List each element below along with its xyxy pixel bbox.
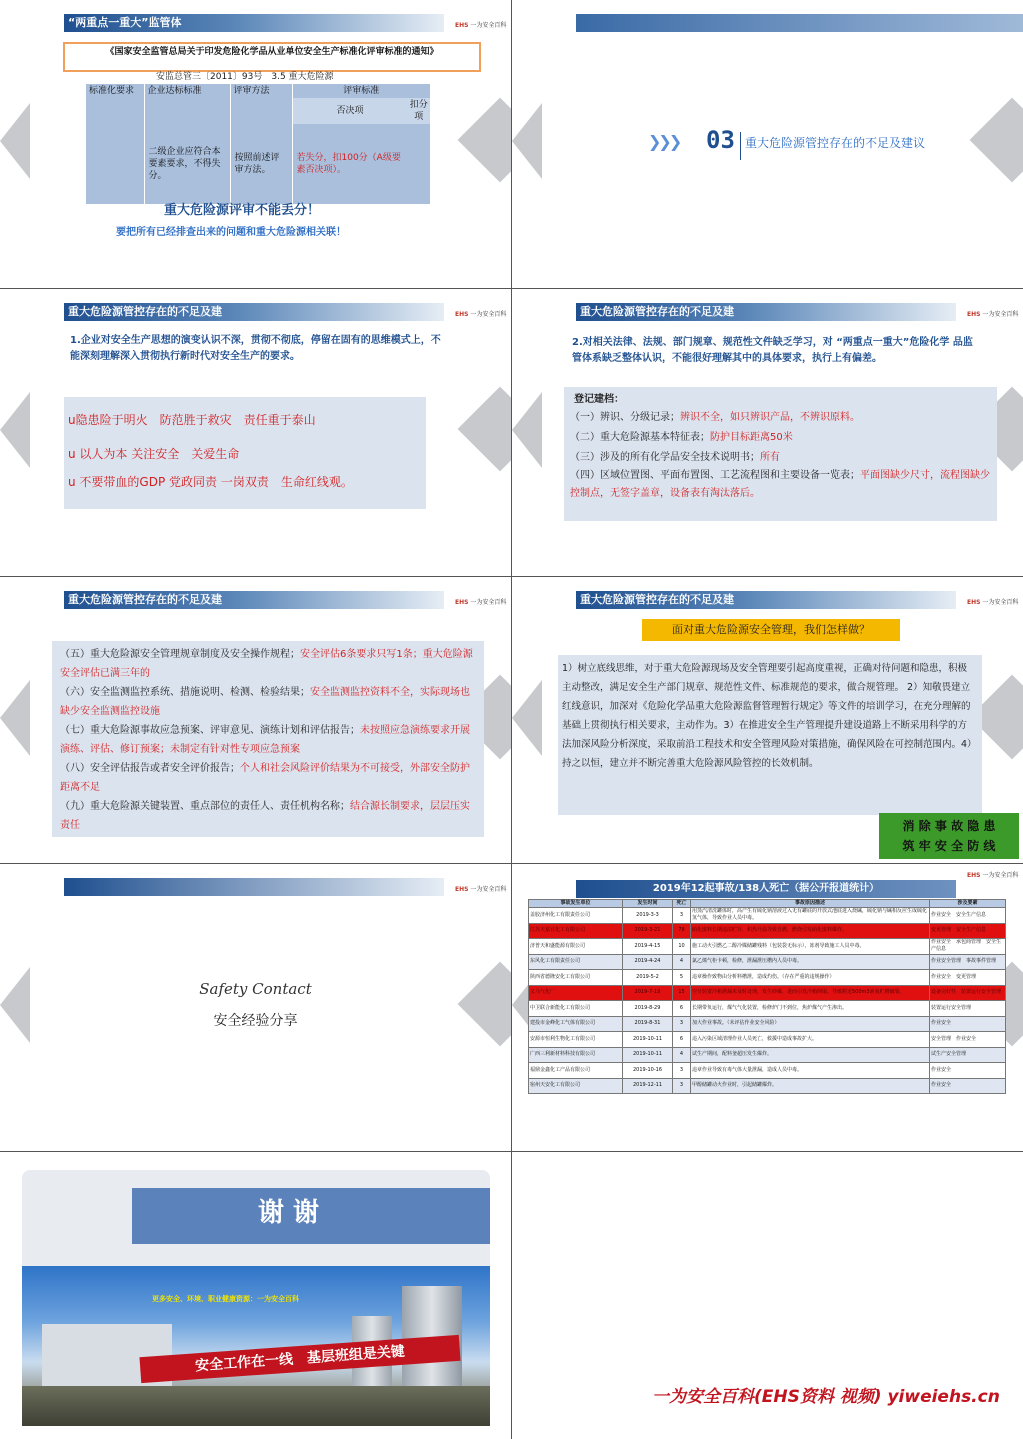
table-cell: 15 xyxy=(673,985,691,1001)
table-cell: 江苏天嘉宜化工有限公司 xyxy=(529,923,623,939)
table-cell: 作业安全 安全生产信息 xyxy=(930,908,1006,924)
table-cell: 5 xyxy=(673,970,691,986)
table-cell: 6 xyxy=(673,1001,691,1017)
table-cell: 陕西省德隆安化工有限公司 xyxy=(529,970,623,986)
slide-5[interactable] xyxy=(0,577,511,865)
slide-3[interactable] xyxy=(0,289,511,577)
ground-shape xyxy=(22,1386,490,1426)
table-cell: 作业安全 xyxy=(930,1063,1006,1079)
chevrons-icon: ❯❯❯ xyxy=(648,132,680,151)
table-row xyxy=(529,1032,1006,1048)
table-cell: 2019-10-16 xyxy=(623,1063,673,1079)
note: 要把所有已经排查出来的问题和重大危险源相关联！ xyxy=(116,227,346,238)
brand-logo: EHS 一为安全百科 xyxy=(967,872,1019,879)
table-cell: 加大作业事故。（未评估作业安全风险） xyxy=(691,1016,930,1032)
slide-header-bar xyxy=(576,14,1023,32)
answer-box xyxy=(558,655,982,815)
table-cell: 4 xyxy=(673,954,691,970)
table-cell: 3 xyxy=(673,1063,691,1079)
table-cell: 长期带负运行，煤气气化装置，检修炉门不到位，焦炉煤气产生渗出。 xyxy=(691,1001,930,1017)
record-item: （五）重大危险源安全管理规章制度及安全操作规程；安全评估6条要求只写1条；重大危险源安全评估已满三年的 xyxy=(60,649,473,679)
section-title: 重大危险源管控存在的不足及建议 xyxy=(745,136,926,150)
record-item: （三）涉及的所有化学品安全技术说明书；所有 xyxy=(570,452,780,463)
prev-arrow-icon xyxy=(0,392,30,468)
slide-header-bar xyxy=(64,878,444,896)
table-row xyxy=(529,985,1006,1001)
slogan-box xyxy=(64,397,426,509)
table-row xyxy=(529,923,1006,939)
table-row xyxy=(529,939,1006,955)
slide-2[interactable] xyxy=(512,0,1023,288)
table-header: 发生时间 xyxy=(623,900,673,908)
slide-header: 重大危险源管控存在的不足及建 xyxy=(64,591,444,609)
footer-brand[interactable]: 一为安全百科(EHS资料 视频) yiweiehs.cn xyxy=(652,1387,1000,1407)
table-row xyxy=(529,1063,1006,1079)
record-item: （六）安全监测监控系统、措施说明、检测、检验结果；安全监测监控资料不全，实际现场也缺少安全监测监控设施 xyxy=(60,687,470,717)
record-item: （八）安全评估报告或者安全评价报告；个人和社会风险评价结果为不可接受，外部安全防护距离不足 xyxy=(60,763,470,793)
slogan-line: u 不要带血的GDP 党政同责 一岗双责 生命红线观。 xyxy=(68,475,353,489)
table-cell: 2019-12-11 xyxy=(623,1078,673,1094)
brand-logo: EHS 一为安全百科 xyxy=(455,22,507,29)
brand-logo: EHS 一为安全百科 xyxy=(967,311,1019,318)
slide-header: 重大危险源管控存在的不足及建 xyxy=(64,303,444,321)
prev-arrow-icon xyxy=(512,680,542,756)
title-chinese: 安全经验分享 xyxy=(213,1013,298,1029)
table-cell: 2019-4-24 xyxy=(623,954,673,970)
thanks-title: 谢 谢 xyxy=(258,1198,320,1228)
overlay-text: 更多安全、环境、职业健康资源：一为安全百科 xyxy=(152,1295,299,1303)
slide-4[interactable] xyxy=(512,289,1023,577)
next-arrow-icon xyxy=(458,962,511,1047)
slogan-banner: 安全工作在一线 基层班组是关键 xyxy=(139,1335,460,1383)
table-cell: 10 xyxy=(673,939,691,955)
table-cell: 2019-7-19 xyxy=(623,985,673,1001)
badge-line: 消 除 事 故 隐 患 xyxy=(902,819,996,833)
badge-line: 筑 牢 安 全 防 线 xyxy=(902,839,996,853)
doc-title-box: 《国家安全监管总局关于印发危险化学品从业单位安全生产标准化评审标准的通知》 xyxy=(63,42,481,72)
table-cell: 安全管理 作业安全 xyxy=(930,1032,1006,1048)
table-header: 否决项 xyxy=(336,106,364,116)
slide-header: “两重点一重大”监管体 xyxy=(64,14,444,32)
table-cell: 空分装置冷箱泄漏未及时处理，发生砂爆，进而引发冷箱倒塌，导致附近500m3液氧贮槽破裂。 xyxy=(691,985,930,1001)
table-cell: 济普天和盛能源有限公司 xyxy=(529,939,623,955)
slide-title: 2019年12起事故/138人死亡（据公开报道统计） xyxy=(576,880,956,898)
table-row xyxy=(529,1016,1006,1032)
table-cell: 78 xyxy=(673,923,691,939)
table-cell: 试生产期间，配料釜超压发生爆炸。 xyxy=(691,1047,930,1063)
brand-logo: EHS 一为安全百科 xyxy=(455,886,507,893)
table-cell: 盖胶济州化工有限责任公司 xyxy=(529,908,623,924)
record-item: （四）区域位置图、平面布置图、工艺流程图和主要设备一览表；平面图缺少尺寸，流程图缺少控制点，无签字盖章，设备表有淘汰落后。 xyxy=(570,470,990,499)
box-title: 登记建档： xyxy=(574,394,624,405)
slide-6[interactable] xyxy=(512,577,1023,865)
table-cell: 中卫联合新能化工有限公司 xyxy=(529,1001,623,1017)
slogan-badge xyxy=(879,813,1019,859)
table-cell: 3 xyxy=(673,1078,691,1094)
table-cell: 安源市恒利生物化工有限公司 xyxy=(529,1032,623,1048)
table-cell: 东风化工有限责任公司 xyxy=(529,954,623,970)
table-cell: 二级企业应符合本要素要求，不得失分。 xyxy=(144,124,230,204)
table-cell: 2019-4-15 xyxy=(623,939,673,955)
table-row xyxy=(529,1047,1006,1063)
table-cell: 3 xyxy=(673,908,691,924)
record-item: （一）辨识、分级记录；辨识不全，如只辨识产品，不辨识原料。 xyxy=(570,412,860,423)
table-cell: 3 xyxy=(673,1016,691,1032)
section-number: 03 xyxy=(706,126,735,154)
prev-arrow-icon xyxy=(0,680,30,756)
slide-9[interactable] xyxy=(0,1152,511,1439)
table-cell: 作业安全 承包商管理 安全生产信息 xyxy=(930,939,1006,955)
accident-table xyxy=(528,899,1006,1094)
slogan-line: u 以人为本 关注安全 关爱生命 xyxy=(68,447,240,461)
point-text: 1.企业对安全生产思想的演变认识不深，贯彻不彻底，停留在固有的思维模式上，不能深刻理解深入贯彻执行新时代对安全生产的要求。 xyxy=(70,335,441,362)
record-item: （二）重大危险源基本特征表；防护目标距离50米 xyxy=(570,432,793,443)
table-cell: 作业安全 xyxy=(930,1078,1006,1094)
records-box xyxy=(52,641,484,837)
table-header: 标准化要求 xyxy=(86,84,144,124)
table-cell: 2019-10-11 xyxy=(623,1047,673,1063)
table-cell: 4 xyxy=(673,1047,691,1063)
table-cell: 2019-8-31 xyxy=(623,1016,673,1032)
brand-logo: EHS 一为安全百科 xyxy=(455,311,507,318)
table-cell: 氯乙烯气柜卡顿，检修，泄漏泄压槽内人员中毒。 xyxy=(691,954,930,970)
prev-arrow-icon xyxy=(0,967,30,1043)
record-item: （九）重大危险源关键装置、重点部位的责任人、责任机构名称；结合源长制要求，层层压实责任 xyxy=(60,801,470,831)
prev-arrow-icon xyxy=(512,392,542,468)
table-row xyxy=(529,970,1006,986)
table-cell: 施工动火引燃乙二醇冷媒储罐残料（包装袋无标示），冻剂导致施工人员中毒。 xyxy=(691,939,930,955)
brand-logo: EHS 一为安全百科 xyxy=(455,599,507,606)
brand-logo: EHS 一为安全百科 xyxy=(967,599,1019,606)
slogan-line: u隐患险于明火 防范胜于救灾 责任重于泰山 xyxy=(68,413,316,427)
table-header: 评审方法 xyxy=(230,84,292,124)
table-header: 涉及要素 xyxy=(930,900,1006,908)
table-cell: 宿州天安化工有限公司 xyxy=(529,1078,623,1094)
table-header: 事故发生单位 xyxy=(529,900,623,908)
table-cell: 违章操作致物由分析料槽泄，造成灼伤。（存在严重的违规操作） xyxy=(691,970,930,986)
table-cell: 广西三利新材料科技有限公司 xyxy=(529,1047,623,1063)
answer-text: 1）树立底线思维，对于重大危险源现场及安全管理要引起高度重视，正确对待问题和隐患，积极主动整改，满足安全生产部门规章、规范性文件、标准规范的要求，做合规管理。 2）知敬畏建立红线意识，加深对《危险化学品重大危险源监督管理暂行规定》等文件的培训学习，在充分理解的基础上贯彻执行相关要求，主动作为。3）在推进安全生产管理提升建设道路上不断采用科学的方法加深风险分析深度，采取前沿工程技术和安全管理风险对策措施，确保风险在可控制范围内。4）持之以恒，建立并不断完善重大危险源风险管控的长效机制。 xyxy=(562,663,972,769)
prev-arrow-icon xyxy=(512,103,542,179)
table-cell: 作业安全 xyxy=(930,1016,1006,1032)
next-arrow-icon xyxy=(970,98,1023,183)
table-cell: 硝化废料长期违法贮存，积热升温导致自燃，燃烧引发硝化废料爆炸。 xyxy=(691,923,930,939)
table-cell: 装置运行安全管理 xyxy=(930,1001,1006,1017)
table-row xyxy=(529,1078,1006,1094)
record-item: （七）重大危险源事故应急预案、评审意见、演练计划和评估报告；未按照应急演练要求开展演练、评估、修订预案；未制定有针对性专项应急预案 xyxy=(60,725,470,755)
next-arrow-icon xyxy=(458,98,511,183)
table-cell: 变更管理 安全生产信息 xyxy=(930,923,1006,939)
table-row xyxy=(529,908,1006,924)
table-cell: 用蒸汽清洗罐体时，高产生有硫化钠溶液过入无有罐底的开放式池底进入烧碱，硫化钠与碱相反应生成硫化氢气体，导致作业人员中毒。 xyxy=(691,908,930,924)
table-cell: 2019-10-11 xyxy=(623,1032,673,1048)
table-cell: 作业安全管理 事故事件管理 xyxy=(930,954,1006,970)
table-header: 事故原因描述 xyxy=(691,900,930,908)
point-text: 2.对相关法律、法规、部门规章、规范性文件缺乏学习，对 “两重点一重大”危险化学 品监管体系缺乏整体认识，不能很好理解其中的具体要求，执行上有偏差。 xyxy=(572,337,973,364)
slide-1[interactable] xyxy=(0,0,511,288)
table-header: 企业达标标准 xyxy=(144,84,230,124)
table-cell: 甲醇储罐动火作业时，引起储罐爆炸。 xyxy=(691,1078,930,1094)
table-cell: 福鼎金鑫化工产品有限公司 xyxy=(529,1063,623,1079)
table-cell: 违章作业导致有毒气体大量泄漏，造成人员中毒。 xyxy=(691,1063,930,1079)
slide-header: 重大危险源管控存在的不足及建 xyxy=(576,591,956,609)
criteria-table xyxy=(86,84,430,204)
table-cell: 建投市金峰化工气体有限公司 xyxy=(529,1016,623,1032)
table-header: 评审标准 xyxy=(343,86,380,96)
records-box xyxy=(564,387,997,521)
table-row xyxy=(529,1001,1006,1017)
table-cell: 2019-3-21 xyxy=(623,923,673,939)
table-cell: 按照前述评审方法。 xyxy=(230,124,292,204)
doc-reference: 安监总管三〔2011〕93号 3.5 重大危险源 xyxy=(156,72,334,82)
table-cell: 试生产安全管理 xyxy=(930,1047,1006,1063)
slide-header: 重大危险源管控存在的不足及建 xyxy=(576,303,956,321)
table-cell: 6 xyxy=(673,1032,691,1048)
next-arrow-icon xyxy=(458,387,511,472)
table-cell: 2019-5-2 xyxy=(623,970,673,986)
title-english: Safety Contact xyxy=(199,980,312,998)
table-cell: 作业安全 变更管理 xyxy=(930,970,1006,986)
table-cell: 2019-3-3 xyxy=(623,908,673,924)
table-header: 扣分项 xyxy=(409,100,428,122)
table-cell: 若失分，扣100分（A级要素否决项）。 xyxy=(296,153,401,175)
question-banner: 面对重大危险源安全管理，我们怎样做？ xyxy=(642,619,900,641)
table-cell: 义马气化厂 xyxy=(529,985,623,1001)
prev-arrow-icon xyxy=(0,103,30,179)
table-cell: 违入污染区域清理作业人员死亡，救援中造成事故扩大。 xyxy=(691,1032,930,1048)
slide-8[interactable] xyxy=(512,864,1023,1152)
divider xyxy=(740,132,741,160)
table-header: 死亡 xyxy=(673,900,691,908)
table-row xyxy=(529,954,1006,970)
table-cell: 2019-8-29 xyxy=(623,1001,673,1017)
factory-photo xyxy=(22,1266,490,1426)
slide-7[interactable] xyxy=(0,864,511,1152)
slogan: 重大危险源评审不能丢分！ xyxy=(164,203,321,218)
table-cell: 设备完好性 装置运行安全管理 xyxy=(930,985,1006,1001)
